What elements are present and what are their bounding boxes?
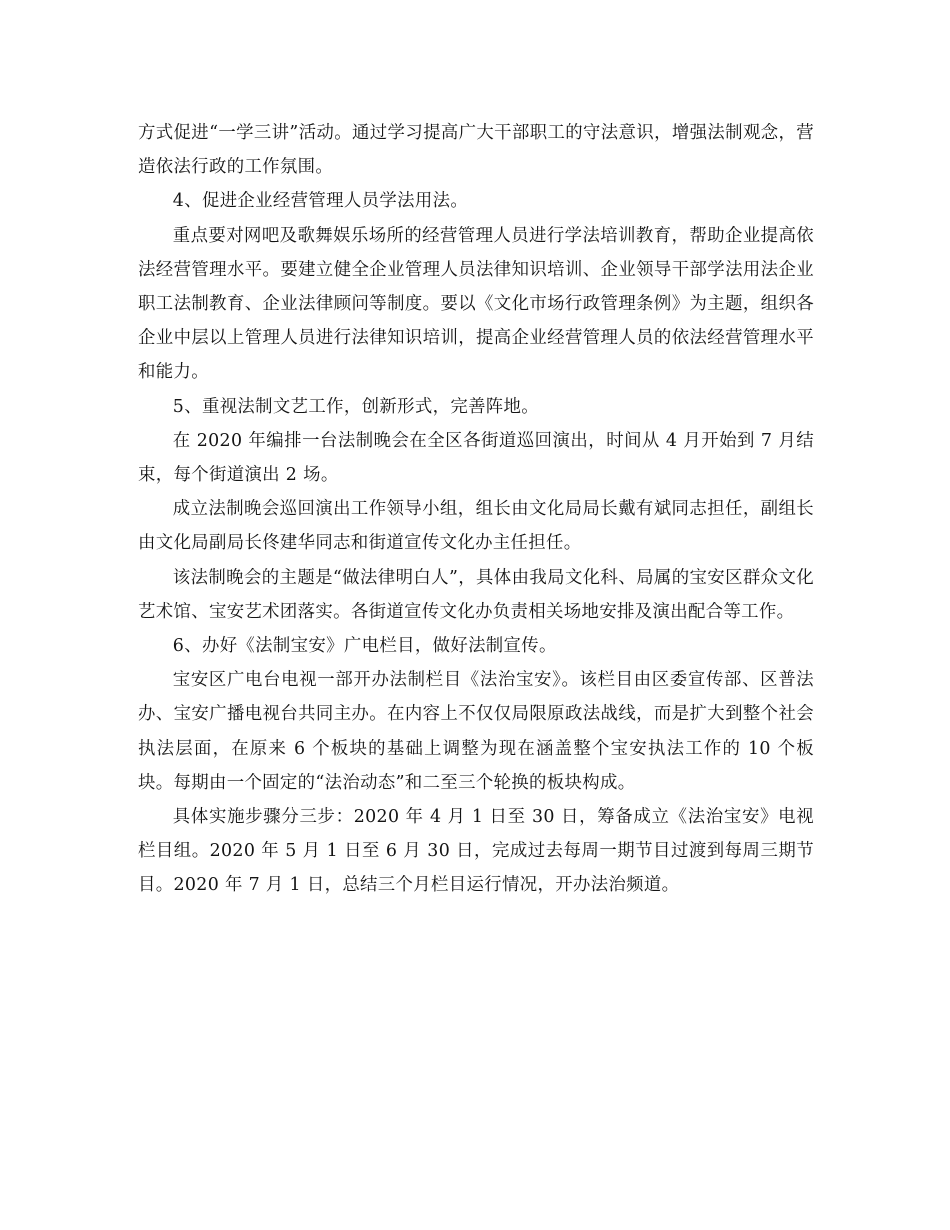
paragraph: 在 2020 年编排一台法制晚会在全区各街道巡回演出，时间从 4 月开始到 7 月结束，每个街道演出 2 场。 [138, 430, 814, 486]
paragraph-continuation: 方式促进“一学三讲”活动。通过学习提高广大干部职工的守法意识，增强法制观念，营造依法行政的工作氛围。 [138, 123, 814, 178]
paragraph: 宝安区广电台电视一部开办法制栏目《法治宝安》。该栏目由区委宣传部、区普法办、宝安广播电视台共同主办。在内容上不仅仅局限原政法战线，而是扩大到整个社会执法层面，在原来 6 个板块的基础上调整为现在涵盖整个宝安执法工作的 10 个板块。每期由一个固定的“法治动态”和二至三个轮换的板块构成。 [138, 670, 814, 793]
section-heading-4: 4、促进企业经营管理人员学法用法。 [172, 191, 469, 212]
paragraph: 重点要对网吧及歌舞娱乐场所的经营管理人员进行学法培训教育，帮助企业提高依法经营管理水平。要建立健全企业管理人员法律知识培训、企业领导干部学法用法企业职工法制教育、企业法律顾问等制度。要以《文化市场行政管理条例》为主题，组织各企业中层以上管理人员进行法律知识培训，提高企业经营管理人员的依法经营管理水平和能力。 [138, 225, 814, 383]
section-heading-6: 6、办好《法制宝安》广电栏目，做好法制宣传。 [172, 636, 557, 657]
document-body [138, 116, 814, 903]
paragraph: 该法制晚会的主题是“做法律明白人”，具体由我局文化科、局属的宝安区群众文化艺术馆、宝安艺术团落实。各街道宣传文化办负责相关场地安排及演出配合等工作。 [138, 567, 814, 622]
section-heading-5: 5、重视法制文艺工作，创新形式，完善阵地。 [172, 396, 540, 417]
paragraph: 成立法制晚会巡回演出工作领导小组，组长由文化局局长戴有斌同志担任，副组长由文化局副局长佟建华同志和街道宣传文化办主任担任。 [138, 499, 814, 554]
paragraph: 具体实施步骤分三步：2020 年 4 月 1 日至 30 日，筹备成立《法治宝安》电视栏目组。2020 年 5 月 1 日至 6 月 30 日，完成过去每周一期节目过渡到每周三期节目。2020 年 7 月 1 日，总结三个月栏目运行情况，开办法治频道。 [138, 807, 814, 896]
